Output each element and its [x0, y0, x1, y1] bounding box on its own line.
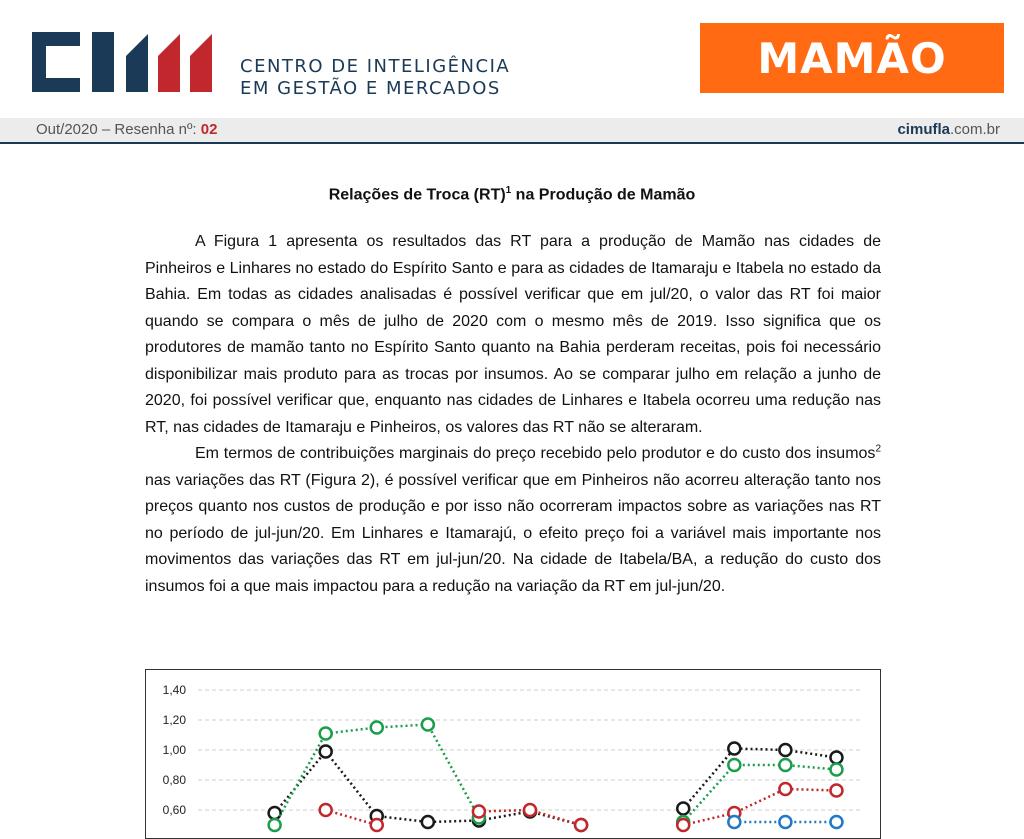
figure-1-chart: [145, 669, 881, 839]
data-point: [524, 804, 536, 816]
organization-line-2: EM GESTÃO E MERCADOS: [240, 78, 501, 99]
edition-label: Out/2020 – Resenha nº:: [36, 121, 201, 138]
data-point: [320, 746, 332, 758]
organization-line-1: CENTRO DE INTELIGÊNCIA: [240, 56, 511, 77]
data-point: [830, 764, 842, 776]
article-body: [145, 229, 881, 600]
data-point: [575, 819, 587, 831]
data-point: [269, 819, 281, 831]
data-point: [269, 807, 281, 819]
y-tick-label: 1,00: [162, 743, 186, 757]
data-point: [320, 804, 332, 816]
paragraph-2-rest: nas variações das RT (Figura 2), é possível verificar que em Pinheiros não acorreu alteração tanto nos preços quanto nos custos de produção e por isso não ocorreram impactos sobre as variações nas RT no período de jul-jun/20. Em Linhares e Itamarajú, o efeito preço foi a variável mais importante nos movimentos das variações das RT em jul-jun/20. Na cidade de Itabela/BA, a redução do custo dos insumos foi a que mais impactou para a redução na variação da RT em jul-jun/20.: [145, 471, 881, 595]
title-rest: na Produção de Mamão: [511, 186, 696, 204]
y-tick-label: 0,60: [162, 803, 186, 817]
data-point: [779, 783, 791, 795]
series-line: [326, 810, 377, 825]
data-point: [728, 816, 740, 828]
data-point: [830, 752, 842, 764]
y-tick-label: 1,20: [162, 713, 186, 727]
data-point: [677, 819, 689, 831]
data-point: [728, 759, 740, 771]
edition-info: [36, 121, 217, 138]
data-point: [779, 816, 791, 828]
y-tick-label: 1,40: [162, 683, 186, 697]
title-footnote-mark: 1: [505, 185, 512, 196]
organization-name: [240, 56, 510, 100]
data-point: [422, 816, 434, 828]
data-point: [677, 803, 689, 815]
site-domain: .com.br: [949, 121, 1000, 138]
site-link[interactable]: [897, 121, 1000, 138]
cim-logo: [30, 26, 230, 96]
edition-number: 02: [200, 121, 218, 138]
product-badge: MAMÃO: [700, 23, 1004, 93]
paragraph-2-footnote-mark: 2: [875, 443, 881, 455]
data-point: [779, 744, 791, 756]
title-main: Relações de Troca (RT): [328, 186, 506, 204]
article-title: [0, 185, 1024, 204]
data-point: [473, 806, 485, 818]
paragraph-2: [145, 441, 881, 600]
data-point: [371, 722, 383, 734]
series-line: [683, 789, 836, 825]
data-point: [830, 816, 842, 828]
series-line: [683, 749, 836, 809]
y-tick-label: 0,80: [162, 773, 186, 787]
data-point: [728, 743, 740, 755]
paragraph-1: A Figura 1 apresenta os resultados das RT para a produção de Mamão nas cidades de Pinheiros e Linhares no estado do Espírito Santo e para as cidades de Itamaraju e Itabela no estado da Bahia. Em todas as cidades analisadas é possível verificar que em jul/20, o valor das RT foi maior quando se compara o mês de julho de 2020 com o mesmo mês de 2019. Isso significa que os produtores de mamão tanto no Espírito Santo quanto na Bahia perderam receitas, pois foi necessário disponibilizar mais produto para as trocas por insumos. Ao se comparar julho em relação a junho de 2020, foi possível verificar que, enquanto nas cidades de Linhares e Itabela ocorreu uma redução nas RT, nas cidades de Itamaraju e Pinheiros, os valores das RT não se alteraram.: [145, 233, 881, 436]
rt-line-chart: [146, 670, 881, 839]
data-point: [320, 728, 332, 740]
data-point: [371, 819, 383, 831]
site-brand: cimufla: [897, 121, 950, 138]
data-point: [830, 785, 842, 797]
paragraph-2-start: Em termos de contribuições marginais do preço recebido pelo produtor e do custo dos insumos: [195, 445, 876, 462]
data-point: [422, 719, 434, 731]
series-line: [683, 765, 836, 822]
data-point: [779, 759, 791, 771]
